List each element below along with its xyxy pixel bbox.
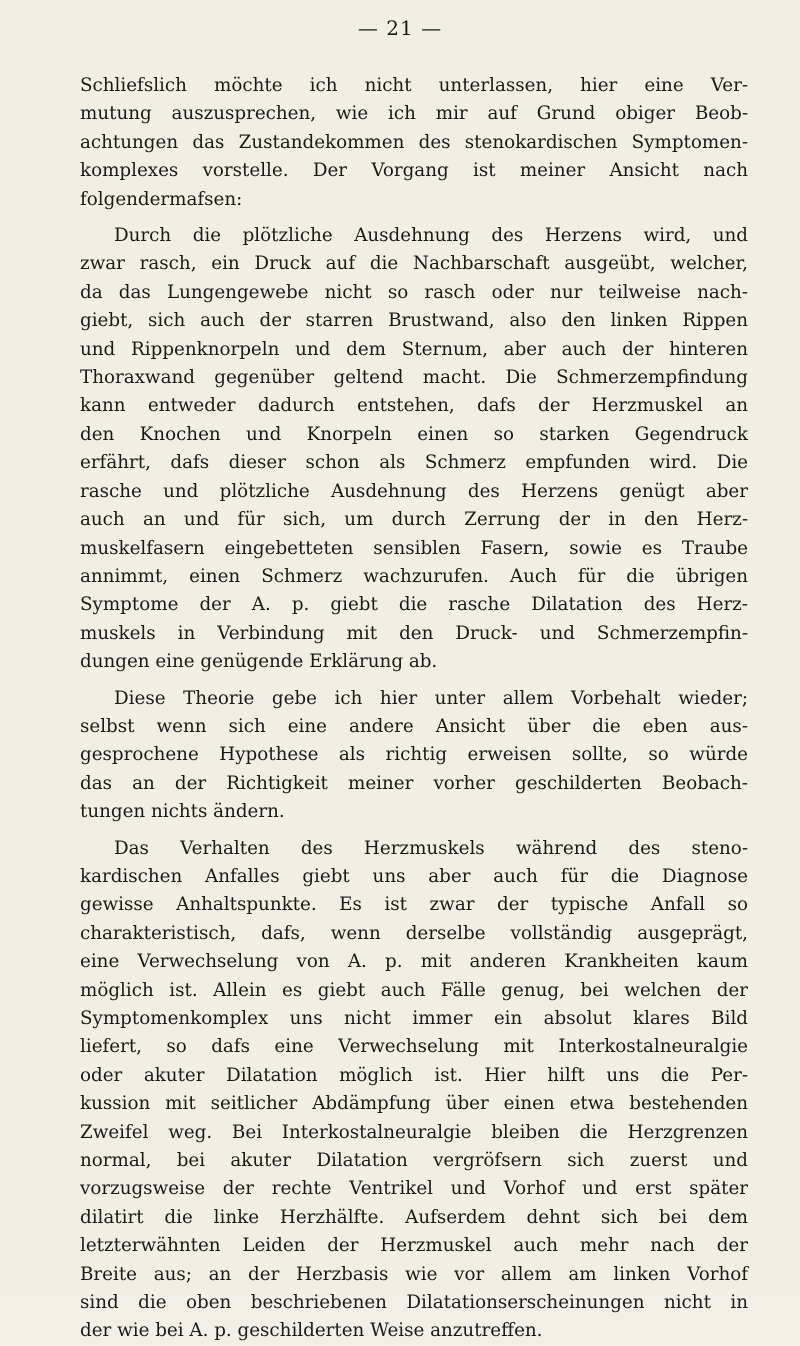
body-text — [80, 72, 748, 1346]
text-line: eine Verwechselung von A. p. mit anderen Krankheiten kaum — [80, 951, 748, 973]
text-line: tungen nichts ändern. — [80, 801, 285, 823]
text-line: Thoraxwand gegenüber geltend macht. Die Schmerzempfindung — [80, 367, 748, 389]
text-line: das an der Richtigkeit meiner vorher geschilderten Beobach- — [80, 772, 748, 794]
text-line: letzterwähnten Leiden der Herzmuskel auch mehr nach der — [80, 1235, 748, 1257]
text-line: zwar rasch, ein Druck auf die Nachbarschaft ausgeübt, welcher, — [80, 253, 748, 275]
text-line: möglich ist. Allein es giebt auch Fälle genug, bei welchen der — [80, 979, 748, 1001]
text-line: liefert, so dafs eine Verwechselung mit Interkostalneuralgie — [80, 1036, 748, 1058]
text-line: Schliefslich möchte ich nicht unterlassen, hier eine Ver- — [80, 75, 748, 96]
text-line: da das Lungengewebe nicht so rasch oder nur teilweise nach- — [80, 281, 748, 303]
text-line: gewisse Anhaltspunkte. Es ist zwar der typische Anfall so — [80, 894, 748, 916]
text-line: vorzugsweise der rechte Ventrikel und Vorhof und erst später — [80, 1178, 748, 1200]
text-line: mutung auszusprechen, wie ich mir auf Grund obiger Beob- — [80, 103, 748, 125]
text-line: muskels in Verbindung mit den Druck- und Schmerzempfin- — [80, 622, 748, 644]
text-line: Durch die plötzliche Ausdehnung des Herzens wird, und — [114, 225, 748, 247]
text-line: folgendermafsen: — [80, 188, 243, 210]
text-line: dilatirt die linke Herzhälfte. Aufserdem dehnt sich bei dem — [80, 1206, 748, 1228]
text-line: Breite aus; an der Herzbasis wie vor allem am linken Vorhof — [80, 1263, 748, 1285]
text-line: muskelfasern eingebetteten sensiblen Fasern, sowie es Traube — [80, 537, 748, 559]
text-line: rasche und plötzliche Ausdehnung des Herzens genügt aber — [80, 480, 748, 502]
text-line: Symptome der A. p. giebt die rasche Dilatation des Herz- — [80, 594, 748, 616]
text-line: Zweifel weg. Bei Interkostalneuralgie bleiben die Herzgrenzen — [80, 1121, 748, 1143]
text-line: den Knochen und Knorpeln einen so starken Gegendruck — [80, 423, 748, 445]
text-line: Das Verhalten des Herzmuskels während des steno- — [114, 837, 748, 859]
paragraph — [80, 835, 748, 1346]
text-line: erfährt, dafs dieser schon als Schmerz empfunden wird. Die — [80, 452, 748, 474]
text-line: Diese Theorie gebe ich hier unter allem Vorbehalt wieder; — [114, 687, 748, 709]
text-line: charakteristisch, dafs, wenn derselbe vollständig ausgeprägt, — [80, 922, 748, 944]
text-line: kussion mit seitlicher Abdämpfung über einen etwa bestehenden — [80, 1093, 748, 1115]
text-line: der wie bei A. p. geschilderten Weise anzutreffen. — [80, 1320, 543, 1342]
paragraph — [80, 72, 748, 214]
text-line: sind die oben beschriebenen Dilatationserscheinungen nicht in — [80, 1292, 748, 1314]
text-line: Symptomenkomplex uns nicht immer ein absolut klares Bild — [80, 1008, 748, 1029]
text-line: oder akuter Dilatation möglich ist. Hier hilft uns die Per- — [80, 1064, 748, 1086]
paragraph — [80, 222, 748, 677]
text-line: und Rippenknorpeln und dem Sternum, aber auch der hinteren — [80, 338, 748, 360]
text-line: giebt, sich auch der starren Brustwand, also den linken Rippen — [80, 310, 748, 332]
paragraph — [80, 685, 748, 827]
text-line: achtungen das Zustandekommen des stenokardischen Symptomen- — [80, 131, 748, 153]
text-line: selbst wenn sich eine andere Ansicht über die eben aus- — [80, 715, 748, 737]
text-line: gesprochene Hypothese als richtig erweisen sollte, so würde — [80, 744, 748, 766]
text-line: dungen eine genügende Erklärung ab. — [80, 651, 438, 673]
text-line: auch an und für sich, um durch Zerrung der in den Herz- — [80, 509, 748, 531]
page-number: — 21 — — [357, 16, 443, 40]
text-line: kardischen Anfalles giebt uns aber auch für die Diagnose — [80, 865, 748, 887]
text-line: normal, bei akuter Dilatation vergröfsern sich zuerst und — [80, 1150, 748, 1172]
text-line: annimmt, einen Schmerz wachzurufen. Auch für die übrigen — [80, 565, 748, 587]
text-line: kann entweder dadurch entstehen, dafs der Herzmuskel an — [80, 395, 748, 417]
text-line: komplexes vorstelle. Der Vorgang ist meiner Ansicht nach — [80, 160, 748, 182]
